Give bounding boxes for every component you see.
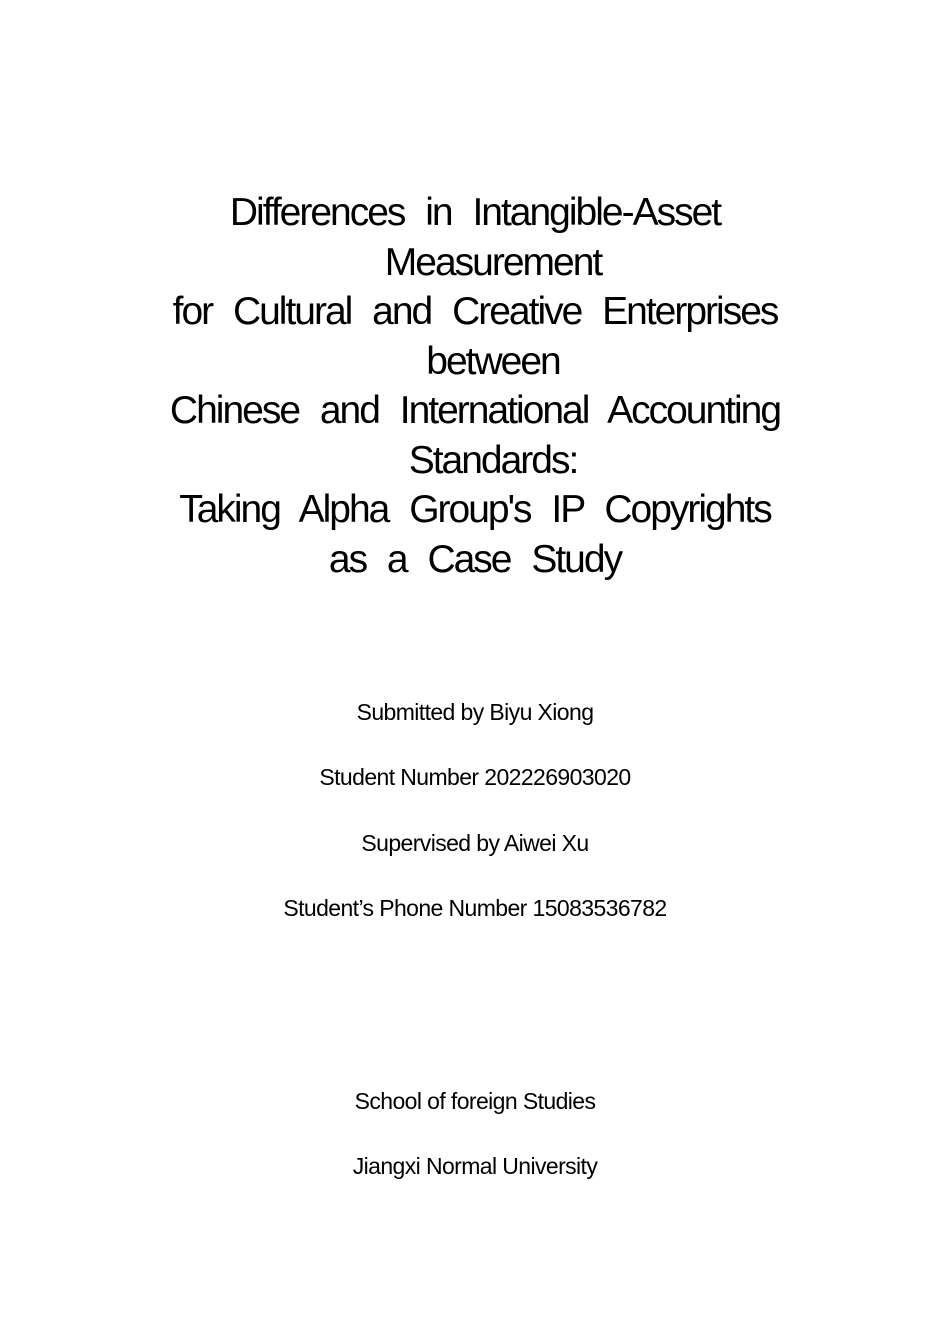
title-line-7: Taking Alpha Group's IP Copyrights bbox=[179, 488, 771, 531]
supervised-by: Supervised by Aiwei Xu bbox=[361, 830, 589, 856]
student-phone-number: Student’s Phone Number 15083536782 bbox=[283, 895, 667, 921]
title-line-1: Differences in Intangible-Asset bbox=[229, 191, 721, 234]
title-line-4: between bbox=[426, 339, 560, 383]
title-line-6: Standards: bbox=[408, 438, 578, 482]
title-line-3: for Cultural and Creative Enterprises bbox=[172, 290, 778, 333]
title-line-5: Chinese and International Accounting bbox=[169, 389, 781, 432]
submitted-by: Submitted by Biyu Xiong bbox=[356, 699, 594, 725]
title-line-2: Measurement bbox=[384, 240, 602, 284]
university-name: Jiangxi Normal University bbox=[352, 1153, 598, 1179]
thesis-title bbox=[0, 188, 950, 584]
school-name: School of foreign Studies bbox=[354, 1088, 596, 1114]
title-line-8: as a Case Study bbox=[328, 537, 622, 581]
student-number: Student Number 202226903020 bbox=[319, 764, 631, 790]
